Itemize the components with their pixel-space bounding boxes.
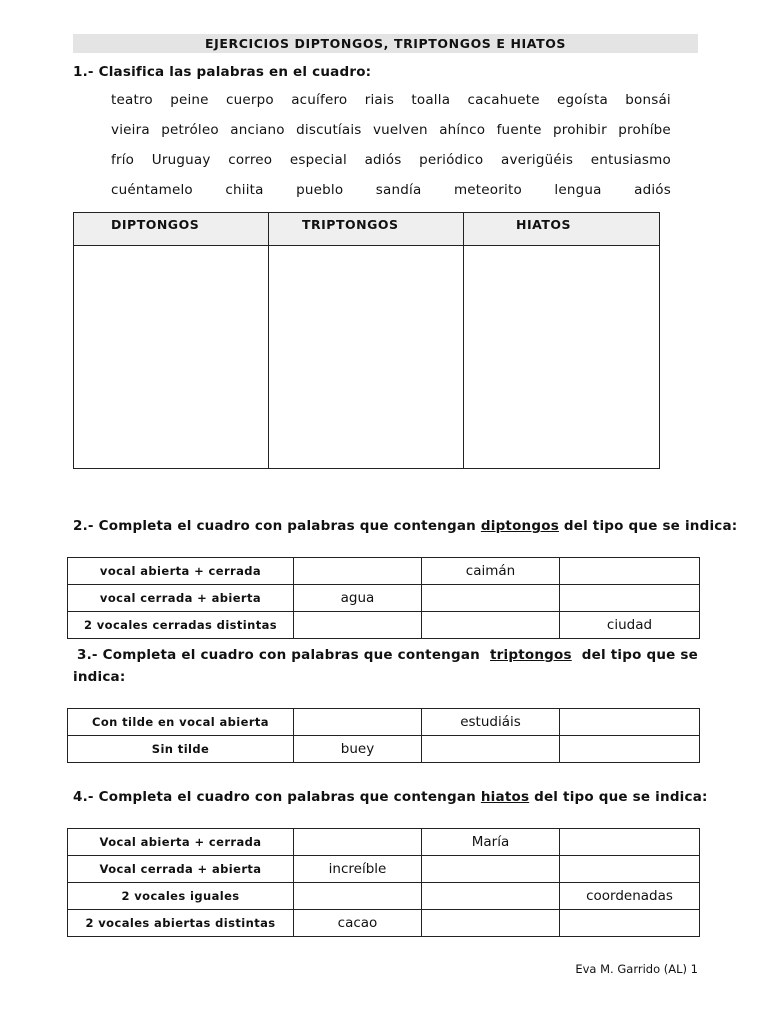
heading-text: del tipo que se bbox=[581, 647, 698, 663]
word-item: vuelven bbox=[372, 122, 428, 138]
column-header-triptongos: TRIPTONGOS bbox=[269, 213, 464, 246]
word-item: lengua bbox=[554, 182, 602, 198]
row-label: 2 vocales iguales bbox=[68, 883, 294, 910]
heading-text: del tipo que se indica: bbox=[529, 789, 708, 805]
table-row bbox=[68, 558, 700, 585]
row-label: Sin tilde bbox=[68, 736, 294, 763]
word-item: prohíbe bbox=[618, 122, 671, 138]
hiatos-answer-cell[interactable] bbox=[464, 246, 660, 469]
answer-cell[interactable]: ciudad bbox=[560, 612, 700, 639]
table-row bbox=[68, 709, 700, 736]
answer-cell[interactable]: increíble bbox=[294, 856, 422, 883]
answer-cell[interactable] bbox=[422, 585, 560, 612]
answer-cell[interactable] bbox=[294, 883, 422, 910]
heading-text: del tipo que se indica: bbox=[558, 518, 738, 534]
answer-cell[interactable] bbox=[560, 856, 700, 883]
footer-author: Eva M. Garrido (AL) 1 bbox=[575, 962, 698, 976]
word-item: anciano bbox=[230, 122, 285, 138]
answer-cell[interactable] bbox=[560, 585, 700, 612]
table-row bbox=[68, 585, 700, 612]
word-item: petróleo bbox=[161, 122, 219, 138]
classification-table bbox=[73, 212, 660, 469]
answer-cell[interactable] bbox=[560, 910, 700, 937]
row-label: Con tilde en vocal abierta bbox=[68, 709, 294, 736]
word-item: chiita bbox=[225, 182, 264, 198]
word-item: ahínco bbox=[439, 122, 486, 138]
answer-cell[interactable] bbox=[422, 883, 560, 910]
answer-cell[interactable] bbox=[560, 709, 700, 736]
answer-cell[interactable] bbox=[294, 709, 422, 736]
worksheet-title: EJERCICIOS DIPTONGOS, TRIPTONGOS E HIATOS bbox=[73, 34, 698, 53]
word-item: peine bbox=[170, 92, 209, 108]
row-label: 2 vocales abiertas distintas bbox=[68, 910, 294, 937]
word-row-1 bbox=[111, 92, 671, 108]
answer-cell[interactable] bbox=[560, 558, 700, 585]
word-item: especial bbox=[289, 152, 347, 168]
word-item: cacahuete bbox=[467, 92, 540, 108]
word-item: toalla bbox=[411, 92, 451, 108]
answer-cell[interactable] bbox=[294, 829, 422, 856]
table-row bbox=[68, 736, 700, 763]
word-item: adiós bbox=[634, 182, 671, 198]
table-row bbox=[68, 829, 700, 856]
word-row-2 bbox=[111, 122, 671, 138]
word-item: meteorito bbox=[453, 182, 522, 198]
word-item: acuífero bbox=[291, 92, 348, 108]
word-row-3 bbox=[111, 152, 671, 168]
word-item: egoísta bbox=[557, 92, 608, 108]
answer-cell[interactable] bbox=[422, 736, 560, 763]
word-item: teatro bbox=[111, 92, 153, 108]
table-row bbox=[68, 883, 700, 910]
word-item: adiós bbox=[364, 152, 402, 168]
exercise-4-heading bbox=[73, 789, 708, 805]
row-label: 2 vocales cerradas distintas bbox=[68, 612, 294, 639]
word-item: riais bbox=[364, 92, 395, 108]
column-header-diptongos: DIPTONGOS bbox=[74, 213, 269, 246]
table-body bbox=[68, 558, 700, 639]
word-item: entusiasmo bbox=[590, 152, 671, 168]
exercise-1-heading: 1.- Clasifica las palabras en el cuadro: bbox=[73, 64, 372, 80]
table-body bbox=[68, 709, 700, 763]
heading-text: 4.- Completa el cuadro con palabras que contengan bbox=[73, 789, 481, 805]
heading-text: 3.- Completa el cuadro con palabras que contengan bbox=[77, 647, 480, 663]
answer-cell[interactable]: coordenadas bbox=[560, 883, 700, 910]
word-item: sandía bbox=[375, 182, 422, 198]
row-label: vocal abierta + cerrada bbox=[68, 558, 294, 585]
answer-cell[interactable] bbox=[294, 558, 422, 585]
word-item: cuéntamelo bbox=[111, 182, 193, 198]
word-row-4 bbox=[111, 182, 671, 198]
heading-keyword: diptongos bbox=[480, 518, 559, 534]
answer-cell[interactable]: agua bbox=[294, 585, 422, 612]
row-label: Vocal cerrada + abierta bbox=[68, 856, 294, 883]
heading-text-line2: indica: bbox=[73, 669, 126, 685]
triptongos-answer-cell[interactable] bbox=[269, 246, 464, 469]
answer-cell[interactable]: estudiáis bbox=[422, 709, 560, 736]
heading-keyword: triptongos bbox=[490, 647, 572, 663]
diptongos-answer-cell[interactable] bbox=[74, 246, 269, 469]
word-item: cuerpo bbox=[226, 92, 274, 108]
answer-cell[interactable]: caimán bbox=[422, 558, 560, 585]
word-item: pueblo bbox=[296, 182, 344, 198]
answer-cell[interactable] bbox=[560, 829, 700, 856]
word-item: correo bbox=[228, 152, 273, 168]
answer-cell[interactable]: María bbox=[422, 829, 560, 856]
exercise-2-heading bbox=[73, 518, 737, 534]
answer-cell[interactable] bbox=[294, 612, 422, 639]
word-item: frío bbox=[111, 152, 135, 168]
column-header-hiatos: HIATOS bbox=[464, 213, 660, 246]
exercise-3-heading bbox=[73, 647, 698, 685]
table-row bbox=[68, 910, 700, 937]
word-item: fuente bbox=[496, 122, 542, 138]
triptongos-table bbox=[67, 708, 700, 763]
word-item: bonsái bbox=[625, 92, 671, 108]
answer-cell[interactable] bbox=[560, 736, 700, 763]
row-label: Vocal abierta + cerrada bbox=[68, 829, 294, 856]
answer-cell[interactable] bbox=[422, 910, 560, 937]
heading-text: 2.- Completa el cuadro con palabras que contengan bbox=[73, 518, 481, 534]
answer-cell[interactable] bbox=[422, 856, 560, 883]
table-row bbox=[68, 856, 700, 883]
word-item: vieira bbox=[111, 122, 150, 138]
word-item: averigüéis bbox=[501, 152, 574, 168]
diptongos-table bbox=[67, 557, 700, 639]
word-item: Uruguay bbox=[151, 152, 211, 168]
row-label: vocal cerrada + abierta bbox=[68, 585, 294, 612]
table-body bbox=[68, 829, 700, 937]
word-item: periódico bbox=[419, 152, 484, 168]
heading-keyword: hiatos bbox=[480, 789, 530, 805]
answer-cell[interactable] bbox=[422, 612, 560, 639]
table-row bbox=[68, 612, 700, 639]
answer-cell[interactable]: cacao bbox=[294, 910, 422, 937]
answer-cell[interactable]: buey bbox=[294, 736, 422, 763]
word-item: prohibir bbox=[552, 122, 607, 138]
word-item: discutíais bbox=[296, 122, 362, 138]
hiatos-table bbox=[67, 828, 700, 937]
